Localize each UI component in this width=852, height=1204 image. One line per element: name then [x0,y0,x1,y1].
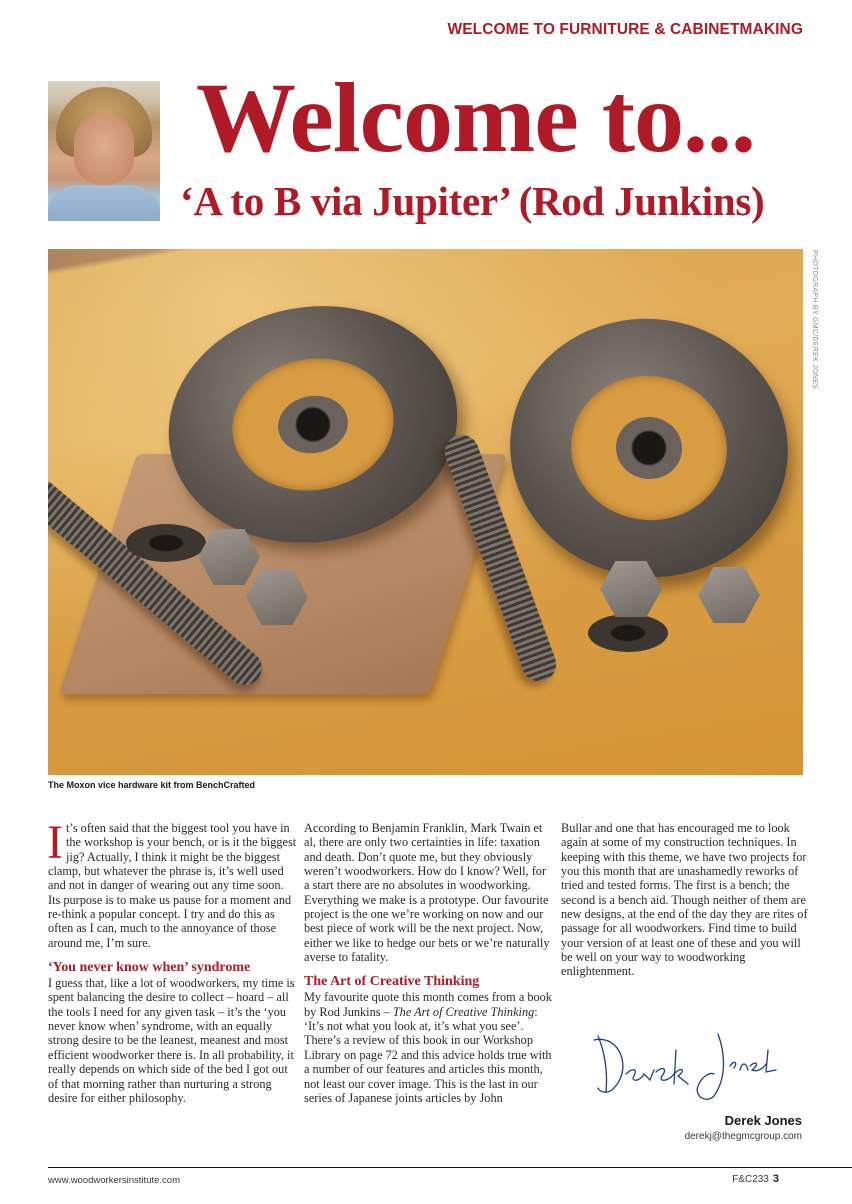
author-name: Derek Jones [724,1113,802,1128]
body-paragraph: According to Benjamin Franklin, Mark Twain et al, there are only two certainties in life: taxation and death. Don’t quote me, but they obviously weren’t woodworkers. How do I know? Well, for a start there are no absolutes in woodworking. Everything we make is a prototype. Our favourite project is the one we’re working on now and our best piece of work will be the next project. Now, either we like to hedge our bets or we’re naturally averse to fatality. [304,821,550,965]
signature-image [590,1030,780,1105]
handwheel-right [493,301,803,595]
intro-text: t’s often said that the biggest tool you have in the workshop is your bench, or is it the biggest jig? Actually, I think it might be the biggest clamp, but whatever the phrase is, it’s well used and not in danger of wearing out any time soon. Its purpose is to make us pause for a moment and re-think a popular concept. I try and do this as often as I can, much to the annoyance of those around me, I’m sure. [48,821,297,950]
hero-photo [48,249,803,775]
photo-credit: PHOTOGRAPH BY GMC/DEREK JONES [811,250,818,390]
drop-cap: I [47,816,63,869]
body-text: : ‘It’s not what you look at, it’s what you see’. There’s a review of this book in our Workshop Library on page 72 and this advice holds true with a number of our features and articles this month, not least our cover image. This is the last in our series of Japanese joints articles by John [304,1004,552,1105]
subheading-creative-thinking: The Art of Creative Thinking [304,974,480,990]
editor-portrait [48,81,160,221]
photo-caption: The Moxon vice hardware kit from BenchCrafted [48,780,256,790]
article-column-1 [47,816,298,1105]
subheading-never-know-when: ‘You never know when’ syndrome [48,960,251,976]
page-number: 3 [772,1173,779,1185]
body-text: My favourite quote this month comes from a book by Rod Junkins – [304,990,552,1019]
article-column-3 [561,821,811,979]
portrait-shirt [48,185,160,221]
issue-and-page [732,1173,779,1185]
author-email-link[interactable]: derekj@thegmcgroup.com [684,1131,802,1142]
hex-nut-4 [698,567,760,623]
section-header: WELCOME TO FURNITURE & CABINETMAKING [447,21,803,38]
intro-paragraph [47,816,298,950]
footer-divider [48,1167,852,1168]
portrait-face [74,113,134,185]
body-paragraph: Bullar and one that has encouraged me to look again at some of my construction techniques. In keeping with this theme, we have two projects for you this month that are unashamedly reworks of tried and tested forms. The first is a bench; the second is a bench aid. Though neither of them are new designs, at the end of the day they are rites of passage for all woodworkers. Find time to build your version of at least one of these and you will be well on your way to woodworking enlightenment. [561,821,808,979]
body-paragraph [304,990,554,1105]
issue-number: F&C233 [732,1174,769,1185]
body-paragraph: I guess that, like a lot of woodworkers, my time is spent balancing the desire to collect – hoard – all the tools I need for any given task – it’s the ‘you never know when’ syndrome, with an equally strong desire to be the leanest, meanest and most efficient woodworker there is. In all probability, it really depends on which side of the bed I got out of that morning rather than nurturing a strong desire for either philosophy. [48,976,295,1105]
washer-left [126,524,206,562]
book-title: The Art of Creative Thinking [392,1004,535,1019]
article-column-2 [304,821,554,1105]
page-subtitle: ‘A to B via Jupiter’ (Rod Junkins) [180,178,765,224]
website-link[interactable]: www.woodworkersinstitute.com [48,1175,180,1186]
page-title: Welcome to... [196,62,756,173]
washer-right [588,614,668,652]
